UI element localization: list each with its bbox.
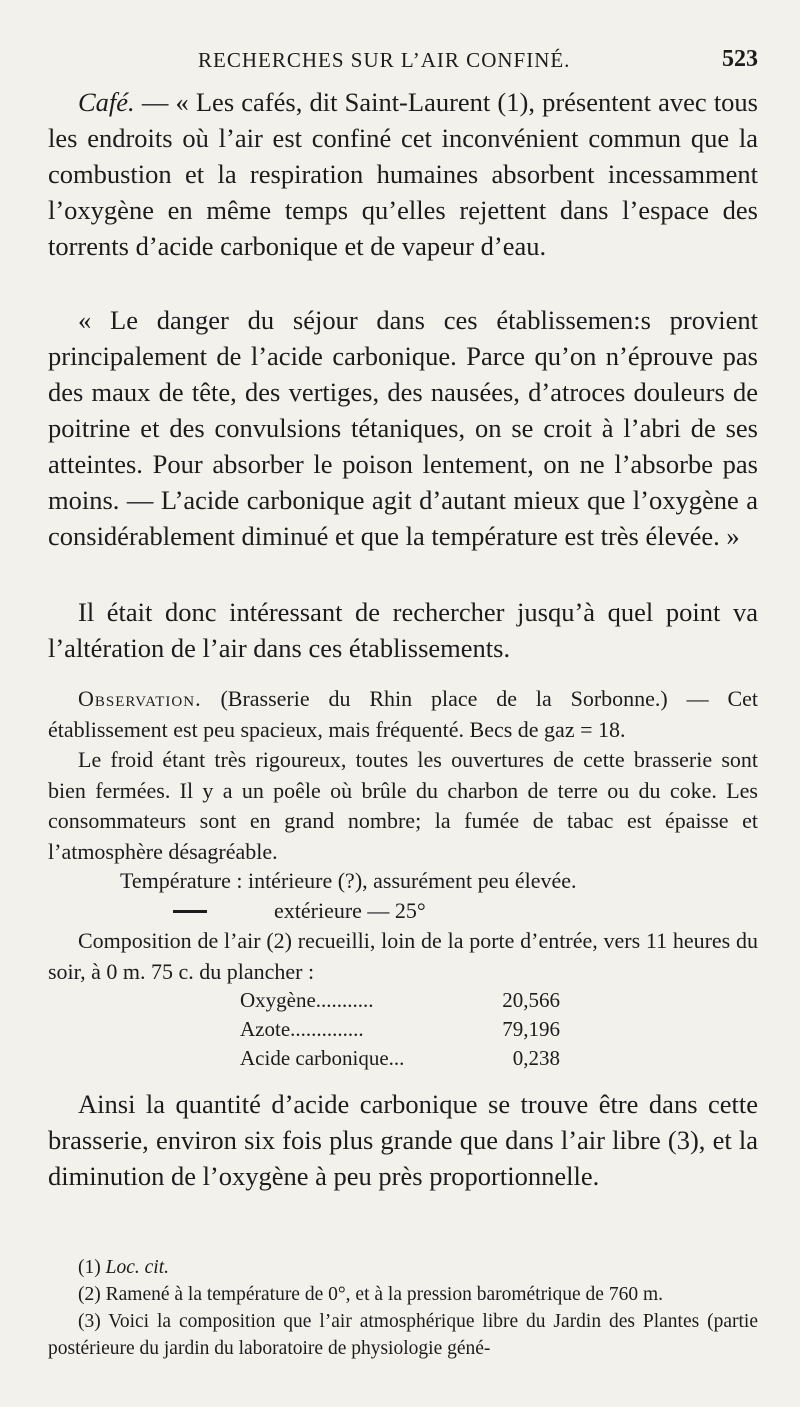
paragraph-danger (48, 302, 758, 554)
conclusion-text: Ainsi la quantité d’acide carbonique se trouve être dans cette brasserie, environ six fois plus grande que dans l’air libre (3), et la diminution de l’oxygène à peu près proportionnelle. (48, 1089, 758, 1191)
table-row: Azote.............. 79,196 (240, 1017, 560, 1041)
footnotes (48, 1254, 758, 1362)
temperature-block (48, 868, 758, 928)
danger-text: « Le danger du séjour dans ces établissemen:s provient principalement de l’acide carbonique. Parce qu’on n’éprouve pas des maux de tête, des vertiges, des nausées, d’atroces douleurs de poitrine et des convulsions tétaniques, on se croit à l’abri de ses atteintes. Pour absorber le poison lentement, on ne l’absorbe pas moins. — L’acide carbonique agit d’autant mieux que l’oxygène a considérablement diminué et que la température est très élevée. » (48, 305, 758, 551)
observation-label: Observation. (78, 686, 202, 711)
running-title: RECHERCHES SUR L’AIR CONFINÉ. (198, 48, 571, 72)
page-header (48, 38, 758, 78)
ditto-dash (173, 910, 207, 913)
temperature-exterior: extérieure — 25° (48, 898, 758, 928)
composition-table (240, 988, 560, 1075)
table-row: Acide carbonique... 0,238 (240, 1046, 560, 1070)
footnote-1: (1) Loc. cit. (78, 1257, 169, 1278)
footnote-2: (2) Ramené à la température de 0°, et à la pression barométrique de 760 m. (78, 1284, 663, 1305)
observation-text: Le froid étant très rigoureux, toutes les ouvertures de cette brasserie sont bien fermées. Il y a un poêle où brûle du charbon de terre ou du coke. Les consommateurs sont en grand nombre; la fumée de tabac est épaisse et l’atmosphère désagréable. (48, 747, 758, 864)
paragraph-conclusion (48, 1086, 758, 1194)
paragraph-interest (48, 594, 758, 666)
paragraph-cafe (48, 84, 758, 264)
observation-block (48, 684, 758, 867)
cafe-text: — « Les cafés, dit Saint-Laurent (1), présentent avec tous les endroits où l’air est confiné cet inconvénient commun que la combustion et la respiration humaines absorbent incessamment l’oxygène en même temps qu’elles rejettent dans l’espace des torrents d’acide carbonique et de vapeur d’eau. (48, 87, 758, 261)
footnote-3: (3) Voici la composition que l’air atmosphérique libre du Jardin des Plantes (partie postérieure du jardin du laboratoire de physiologie géné- (48, 1311, 758, 1359)
interest-text: Il était donc intéressant de rechercher jusqu’à quel point va l’altération de l’air dans ces établissements. (48, 597, 758, 663)
page-number: 523 (722, 46, 758, 72)
composition-text: Composition de l’air (2) recueilli, loin de la porte d’entrée, vers 11 heures du soir, à 0 m. 75 c. du plancher : (48, 928, 758, 984)
temperature-interior: Température : intérieure (?), assurément peu élevée. (120, 868, 577, 893)
table-row: Oxygène........... 20,566 (240, 988, 560, 1012)
cafe-label: Café. (78, 87, 135, 117)
observation-intro: (Brasserie du Rhin place de la Sorbonne.) — Cet établissement est peu spacieux, mais fréquenté. Becs de gaz = 18. (48, 686, 758, 742)
composition-intro (48, 926, 758, 987)
